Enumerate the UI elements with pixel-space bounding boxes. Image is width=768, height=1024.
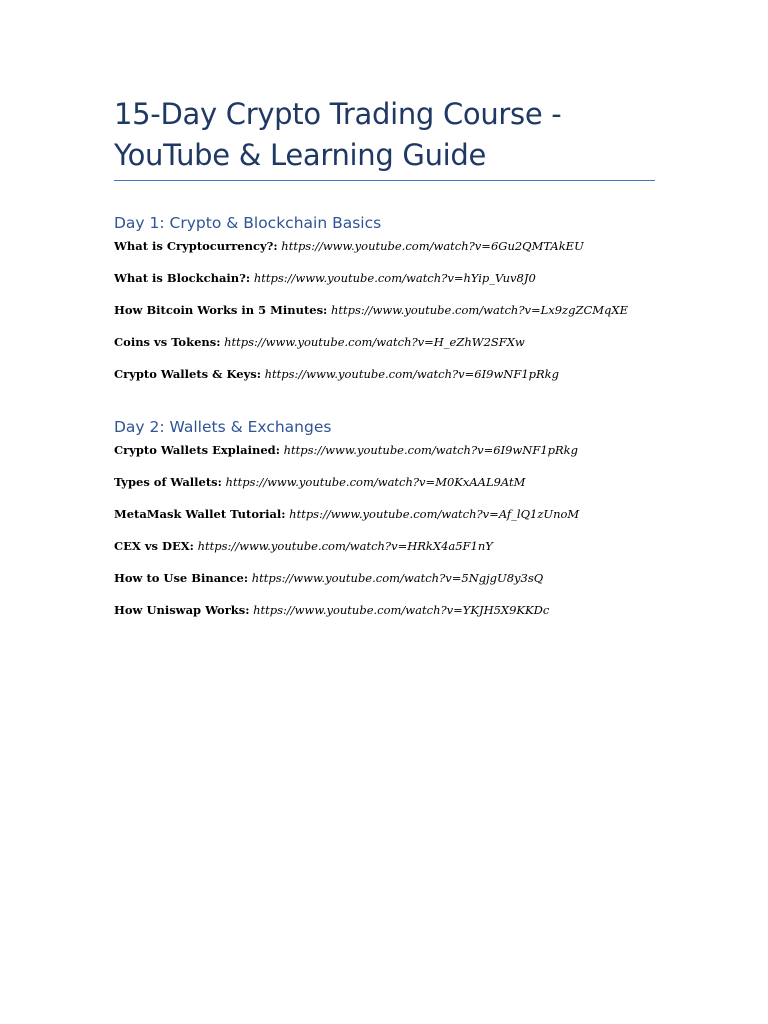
list-item — [114, 334, 525, 350]
list-item — [114, 570, 543, 586]
list-item — [114, 474, 525, 490]
video-title: Crypto Wallets & Keys: — [114, 367, 261, 381]
document-title: 15-Day Crypto Trading Course - YouTube & Learning Guide — [114, 97, 562, 172]
video-link[interactable]: https://www.youtube.com/watch?v=Lx9zgZCMqXE — [330, 303, 628, 317]
video-link[interactable]: https://www.youtube.com/watch?v=M0KxAAL9AtM — [225, 475, 526, 489]
list-item — [114, 442, 578, 458]
list-item — [114, 602, 549, 618]
video-link[interactable]: https://www.youtube.com/watch?v=6Gu2QMTAkEU — [281, 239, 584, 253]
video-title: Coins vs Tokens: — [114, 335, 221, 349]
video-title: Types of Wallets: — [114, 475, 222, 489]
video-link[interactable]: https://www.youtube.com/watch?v=H_eZhW2SFXw — [224, 335, 525, 349]
video-link[interactable]: https://www.youtube.com/watch?v=Af_lQ1zUnoM — [289, 507, 580, 521]
video-title: What is Blockchain?: — [114, 271, 251, 285]
video-title: CEX vs DEX: — [114, 539, 194, 553]
list-item — [114, 506, 579, 522]
video-title: MetaMask Wallet Tutorial: — [114, 507, 286, 521]
video-link[interactable]: https://www.youtube.com/watch?v=HRkX4a5F1nY — [197, 539, 493, 553]
section-heading-day-2: Day 2: Wallets & Exchanges — [114, 418, 332, 436]
video-title: How Uniswap Works: — [114, 603, 250, 617]
list-item — [114, 270, 536, 286]
list-item — [114, 238, 584, 254]
video-title: Crypto Wallets Explained: — [114, 443, 280, 457]
section-heading-day-1: Day 1: Crypto & Blockchain Basics — [114, 214, 382, 232]
video-link[interactable]: https://www.youtube.com/watch?v=6I9wNF1pRkg — [264, 367, 560, 381]
video-link[interactable]: https://www.youtube.com/watch?v=6I9wNF1pRkg — [283, 443, 578, 457]
video-title: What is Cryptocurrency?: — [114, 239, 278, 253]
title-divider — [114, 180, 655, 181]
video-link[interactable]: https://www.youtube.com/watch?v=5NgjgU8y3sQ — [251, 571, 544, 585]
video-link[interactable]: https://www.youtube.com/watch?v=hYip_Vuv8J0 — [253, 271, 536, 285]
list-item — [114, 366, 559, 382]
video-title: How Bitcoin Works in 5 Minutes: — [114, 303, 328, 317]
video-title: How to Use Binance: — [114, 571, 249, 585]
video-link[interactable]: https://www.youtube.com/watch?v=YKJH5X9KKDc — [253, 603, 550, 617]
list-item — [114, 302, 628, 318]
list-item — [114, 538, 493, 554]
